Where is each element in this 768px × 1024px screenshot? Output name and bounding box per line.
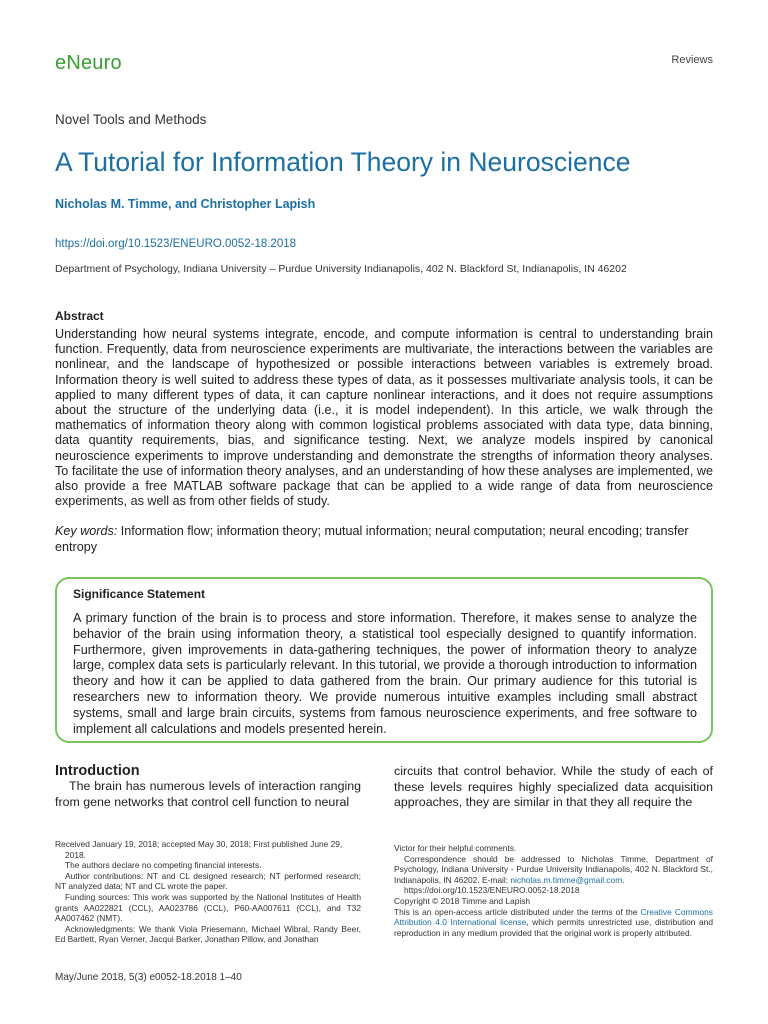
keywords-text: Information flow; information theory; mutual information; neural computation; neural encoding; transfer entropy xyxy=(55,524,689,554)
journal-logo[interactable]: eNeuro xyxy=(55,52,122,74)
correspondence-text: Correspondence should be addressed to Nicholas Timme, Department of Psychology, Indiana University - Purdue University Indianapolis, 402 N. Blackford St., Indianapolis, IN 46202. E-mail: xyxy=(394,853,713,885)
abstract-heading: Abstract xyxy=(55,309,104,323)
significance-body: A primary function of the brain is to process and store information. Therefore, it makes sense to analyze the behavior of the brain using information theory, a statistical tool especially designed to quantify information. Furthermore, given improvements in data-gathering techniques, the power of information theory to analyze large, complex data sets is particularly relevant. In this tutorial, we provide a thorough introduction to information theory and how it can be applied to data gathered from the brain. Our primary audience for this tutorial is researchers new to information theory. We provide numerous intuitive examples including small abstract systems, small and large brain circuits, systems from famous neuroscience experiments, and free software to implement all calculations and models presented herein. xyxy=(73,611,697,736)
license-prefix: This is an open-access article distributed under the terms of the xyxy=(394,906,641,917)
keywords xyxy=(55,523,713,555)
author-contributions: Author contributions: NT and CL designed research; NT performed research; NT analyzed data; NT and CL wrote the paper. xyxy=(55,870,361,892)
competing-interests: The authors declare no competing financial interests. xyxy=(65,860,262,871)
copyright: Copyright © 2018 Timme and Lapish xyxy=(394,895,531,906)
footnotes-left xyxy=(55,839,361,945)
section-label: Reviews xyxy=(671,54,713,66)
correspondence-end: . xyxy=(622,874,625,885)
acknowledgments-continued: Victor for their helpful comments. xyxy=(394,843,517,853)
keywords-label: Key words: xyxy=(55,524,118,538)
article-title: A Tutorial for Information Theory in Neuroscience xyxy=(55,147,631,177)
correspondence xyxy=(394,854,713,886)
introduction-column-2: circuits that control behavior. While the study of each of these levels requires highly specialized data acquisition approaches, they are similar in that they all require the xyxy=(394,764,713,810)
introduction-column-1: The brain has numerous levels of interaction ranging from gene networks that control cell function to neural xyxy=(55,779,361,809)
footnote-doi[interactable]: https://doi.org/10.1523/ENEURO.0052-18.2018 xyxy=(404,885,580,896)
author-affiliation: Department of Psychology, Indiana University – Purdue University Indianapolis, 402 N. Blackford St, Indianapolis, IN 46202 xyxy=(55,263,627,275)
article-category: Novel Tools and Methods xyxy=(55,112,207,127)
footnotes-right xyxy=(394,843,713,938)
received-dates: Received January 19, 2018; accepted May 30, 2018; First published June 29, 2018. xyxy=(55,839,343,860)
introduction-heading: Introduction xyxy=(55,763,140,779)
footer-citation: May/June 2018, 5(3) e0052-18.2018 1–40 xyxy=(55,972,242,983)
license-suffix: , which permits unrestricted use, distribution and reproduction in any medium provided that the original work is properly attributed. xyxy=(394,917,714,938)
doi-link[interactable]: https://doi.org/10.1523/ENEURO.0052-18.2018 xyxy=(55,238,297,250)
funding-sources: Funding sources: This work was supported by the National Institutes of Health grants AA022821 (CCL), AA023786 (CCL), P60-AA007611 (CCL), and T32 AA007462 (NMT). xyxy=(55,891,361,924)
significance-heading: Significance Statement xyxy=(73,587,206,601)
license-link[interactable]: Creative Commons Attribution 4.0 International license xyxy=(394,906,713,928)
email-link[interactable]: nicholas.m.timme@gmail.com xyxy=(510,874,623,885)
article-authors: Nicholas M. Timme, and Christopher Lapish xyxy=(55,197,316,211)
abstract-body: Understanding how neural systems integrate, encode, and compute information is central to understanding brain function. Frequently, data from neuroscience experiments are multivariate, the interactions between the variables are nonlinear, and the landscape of hypothesized or possible interactions between variables is extremely broad. Information theory is well suited to address these types of data, as it possesses multivariate analysis tools, it can be applied to many different types of data, it can capture nonlinear interactions, and it does not require assumptions about the structure of the underlying data (i.e., it is model independent). In this article, we walk through the mathematics of information theory along with common logistical problems associated with data type, data binning, data quantity requirements, bias, and significance testing. Next, we analyze models inspired by canonical neuroscience experiments to improve understanding and demonstrate the strengths of information theory analyses. To facilitate the use of information theory analyses, and an understanding of how these analyses are implemented, we also provide a free MATLAB software package that can be applied to a wide range of data from neuroscience experiments, as well as from other fields of study. xyxy=(55,327,713,509)
acknowledgments: Acknowledgments: We thank Viola Priesemann, Michael Wibral, Randy Beer, Ed Bartlett, Ryan Verner, Jacqui Barker, Jonathan Pillow, and Jonathan xyxy=(55,923,361,945)
license-note xyxy=(394,907,713,939)
